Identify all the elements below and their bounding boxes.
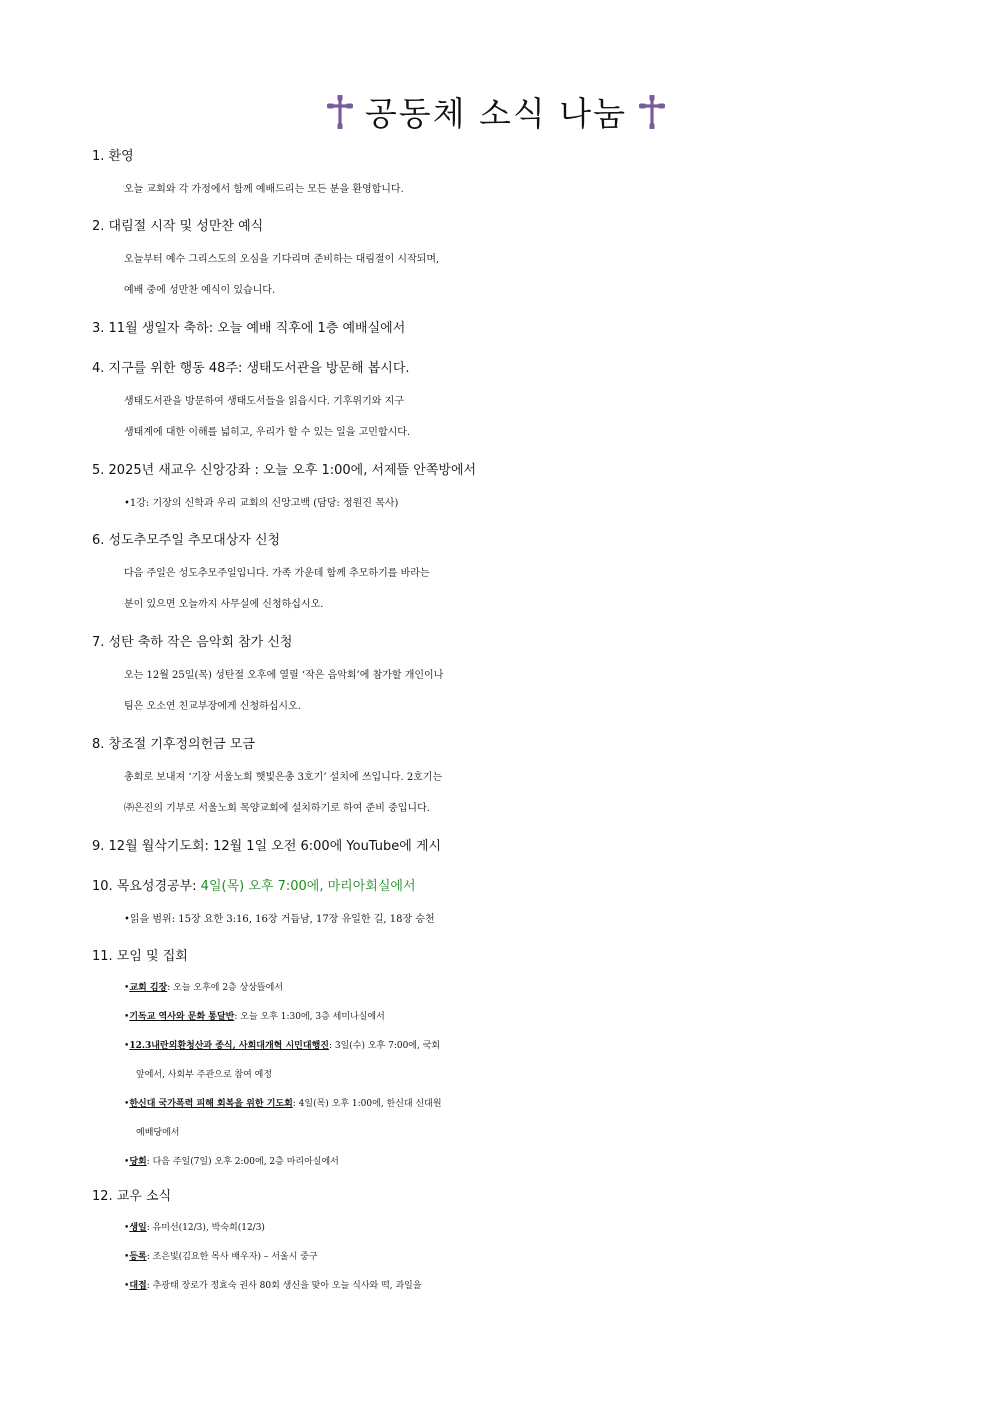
list-item: •등록: 조은빛(김요한 목사 배우자) – 서울시 중구 xyxy=(124,1252,318,1262)
item-heading: 1. 환영 xyxy=(92,149,134,164)
item-text: 팀은 오소연 친교부장에게 신청하십시오. xyxy=(124,701,301,712)
item-heading: 6. 성도추모주일 추모대상자 신청 xyxy=(92,533,281,548)
bullet-label: 교회 김장 xyxy=(129,983,168,993)
bullet-text: : 유미선(12/3), 박숙희(12/3) xyxy=(146,1223,265,1233)
item-heading: 3. 11월 생일자 축하: 오늘 예배 직후에 1층 예배실에서 xyxy=(92,321,406,336)
list-item: •교회 김장: 오늘 오후에 2층 상상뜰에서 xyxy=(124,983,284,993)
news-item-climate-offering xyxy=(92,728,912,824)
bullet-text: : 오늘 오후 1:30에, 3층 세미나실에서 xyxy=(234,1012,385,1022)
news-item-member-news xyxy=(92,1180,912,1301)
news-item-memorial xyxy=(92,524,912,620)
news-item-birthday xyxy=(92,312,912,346)
item-text: 총회로 보내져 ‘기장 서울노회 햇빛은총 3호기’ 설치에 쓰입니다. 2호기는 xyxy=(124,772,443,783)
news-item-bible-study xyxy=(92,870,912,935)
item-text: •1강: 기장의 신학과 우리 교회의 신앙고백 (담당: 정원진 목사) xyxy=(124,498,399,509)
list-item: •생일: 유미선(12/3), 박숙희(12/3) xyxy=(124,1223,265,1233)
list-item: •한신대 국가폭력 피해 회복을 위한 기도회: 4일(목) 오후 1:00에, 한신대 신대원 xyxy=(124,1099,442,1109)
bullet-label: 생일 xyxy=(129,1223,147,1233)
item-text: ㈜은진의 기부로 서울노회 목양교회에 설치하기로 하여 준비 중입니다. xyxy=(124,803,430,814)
bullet-text: : 4일(목) 오후 1:00에, 한신대 신대원 xyxy=(292,1099,442,1109)
item-text: •읽을 범위: 15장 요한 3:16, 16장 거듭남, 17장 유일한 길, 18장 승천 xyxy=(124,914,435,925)
title-text: 공동체 소식 나눔 xyxy=(364,94,628,133)
item-heading: 9. 12월 월삭기도회: 12월 1일 오전 6:00에 YouTube에 게시 xyxy=(92,839,442,854)
news-item-faith-lecture xyxy=(92,454,912,519)
cross-icon xyxy=(327,95,353,137)
item-text: 오늘부터 예수 그리스도의 오심을 기다리며 준비하는 대림절이 시작되며, xyxy=(124,254,440,265)
item-text: 다음 주일은 성도추모주일입니다. 가족 가운데 함께 추모하기를 바라는 xyxy=(124,568,430,579)
bullet-label: 당회 xyxy=(129,1157,147,1167)
item-heading: 4. 지구를 위한 행동 48주: 생태도서관을 방문해 봅시다. xyxy=(92,361,410,376)
item-heading xyxy=(92,870,912,904)
list-item: •기독교 역사와 문화 통달반: 오늘 오후 1:30에, 3층 세미나실에서 xyxy=(124,1012,385,1022)
heading-label: 10. 목요성경공부: xyxy=(92,879,201,894)
news-item-earth-action xyxy=(92,352,912,448)
item-text: 오는 12월 25일(목) 성탄절 오후에 열릴 ‘작은 음악회’에 참가할 개인이나 xyxy=(124,670,444,681)
item-heading: 7. 성탄 축하 작은 음악회 참가 신청 xyxy=(92,635,293,650)
news-item-welcome xyxy=(92,140,912,205)
heading-highlight: 4일(목) 오후 7:00에, 마리아회실에서 xyxy=(200,879,416,894)
news-item-meetings xyxy=(92,940,912,1177)
news-item-concert xyxy=(92,626,912,722)
item-text: 오늘 교회와 각 가정에서 함께 예배드리는 모든 분을 환영합니다. xyxy=(124,184,404,195)
page-title xyxy=(0,88,992,137)
bullet-label: 등록 xyxy=(129,1252,147,1262)
item-heading: 5. 2025년 새교우 신앙강좌 : 오늘 오후 1:00에, 서제뜰 안쪽방에서 xyxy=(92,463,477,478)
item-heading: 8. 창조절 기후정의헌금 모금 xyxy=(92,737,255,752)
bullet-label: 기독교 역사와 문화 통달반 xyxy=(129,1012,235,1022)
item-text: 생태도서관을 방문하여 생태도서들을 읽읍시다. 기후위기와 지구 xyxy=(124,396,404,407)
bullet-label: 한신대 국가폭력 피해 회복을 위한 기도회 xyxy=(129,1099,293,1109)
bullet-continuation: 앞에서, 사회부 주관으로 참여 예정 xyxy=(136,1070,273,1080)
list-item: •당회: 다음 주일(7일) 오후 2:00에, 2층 마리아실에서 xyxy=(124,1157,339,1167)
item-text: 예배 중에 성만찬 예식이 있습니다. xyxy=(124,285,276,296)
bullet-text: : 오늘 오후에 2층 상상뜰에서 xyxy=(167,983,284,993)
bullet-text: : 다음 주일(7일) 오후 2:00에, 2층 마리아실에서 xyxy=(146,1157,339,1167)
item-heading: 12. 교우 소식 xyxy=(92,1189,172,1204)
bullet-text: : 조은빛(김요한 목사 배우자) – 서울시 중구 xyxy=(146,1252,318,1262)
item-heading: 2. 대림절 시작 및 성만찬 예식 xyxy=(92,219,264,234)
bullet-continuation: 예배당에서 xyxy=(136,1128,180,1138)
item-text: 분이 있으면 오늘까지 사무실에 신청하십시오. xyxy=(124,599,324,610)
news-item-advent xyxy=(92,210,912,306)
bullet-label: 대접 xyxy=(129,1281,147,1291)
list-item: •대접: 추광태 장로가 정효숙 권사 80회 생신을 맞아 오늘 식사와 떡, 과일을 xyxy=(124,1281,422,1291)
bullet-label: 12.3내란외환청산과 종식, 사회대개혁 시민대행진 xyxy=(129,1041,329,1051)
news-item-prayer-meeting xyxy=(92,830,912,864)
item-heading: 11. 모임 및 집회 xyxy=(92,949,188,964)
bullet-text: : 3일(수) 오후 7:00에, 국회 xyxy=(328,1041,441,1051)
cross-icon xyxy=(639,95,665,137)
bullet-text: : 추광태 장로가 정효숙 권사 80회 생신을 맞아 오늘 식사와 떡, 과일을 xyxy=(146,1281,422,1291)
list-item: •12.3내란외환청산과 종식, 사회대개혁 시민대행진: 3일(수) 오후 7:00에, 국회 xyxy=(124,1041,441,1051)
item-text: 생태계에 대한 이해를 넓히고, 우리가 할 수 있는 일을 고민합시다. xyxy=(124,427,411,438)
